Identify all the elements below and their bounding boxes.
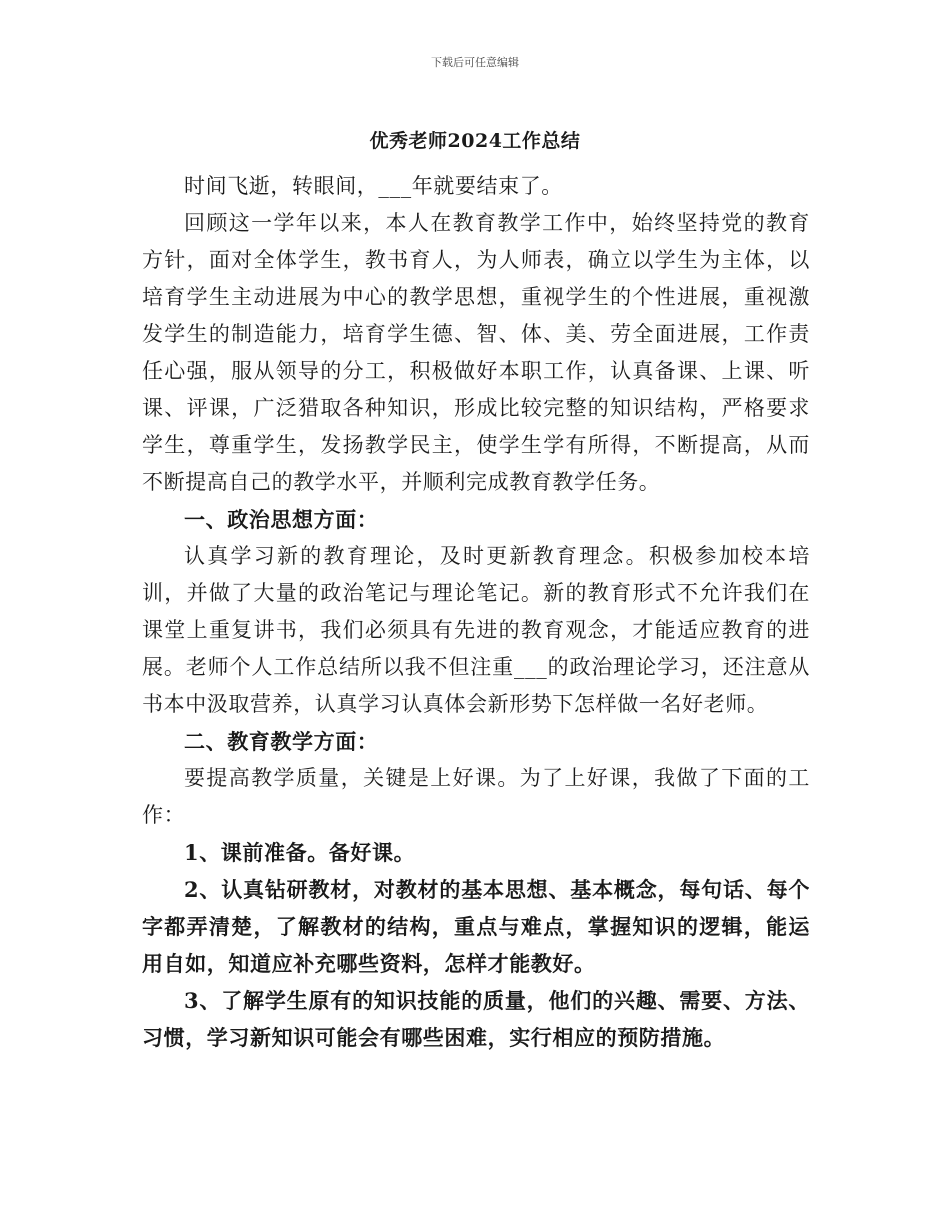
document-title: 优秀老师2024工作总结 <box>369 130 581 152</box>
paragraph-political: 认真学习新的教育理论，及时更新教育理念。积极参加校本培训，并做了大量的政治笔记与理论笔记。新的教育形式不允许我们在课堂上重复讲书，我们必须具有先进的教育观念，才能适应教育的进展。老师个人工作总结所以我不但注重___的政治理论学习，还注意从书本中汲取营养，认真学习认真体会新形势下怎样做一名好老师。 <box>142 544 810 716</box>
paragraph-intro: 时间飞逝，转眼间，___年就要结束了。 <box>184 174 563 198</box>
paragraph-teaching-intro: 要提高教学质量，关键是上好课。为了上好课，我做了下面的工作： <box>142 766 810 827</box>
list-item-3: 3、了解学生原有的知识技能的质量，他们的兴趣、需要、方法、习惯，学习新知识可能会有哪些困难，实行相应的预防措施。 <box>142 988 810 1050</box>
section-heading-political: 一、政治思想方面： <box>184 507 379 532</box>
list-item-1: 1、课前准备。备好课。 <box>184 840 416 865</box>
document-body <box>142 168 810 1056</box>
header-note: 下载后可任意编辑 <box>431 56 519 69</box>
paragraph-review: 回顾这一学年以来，本人在教育教学工作中，始终坚持党的教育方针，面对全体学生，教书育人，为人师表，确立以学生为主体，以培育学生主动进展为中心的教学思想，重视学生的个性进展，重视激发学生的制造能力，培育学生德、智、体、美、劳全面进展，工作责任心强，服从领导的分工，积极做好本职工作，认真备课、上课、听课、评课，广泛猎取各种知识，形成比较完整的知识结构，严格要求学生，尊重学生，发扬教学民主，使学生学有所得，不断提高，从而不断提高自己的教学水平，并顺利完成教育教学任务。 <box>142 211 810 494</box>
list-item-2: 2、认真钻研教材，对教材的基本思想、基本概念，每句话、每个字都弄清楚，了解教材的结构，重点与难点，掌握知识的逻辑，能运用自如，知道应补充哪些资料，怎样才能教好。 <box>142 877 810 976</box>
section-heading-teaching: 二、教育教学方面： <box>184 729 379 754</box>
